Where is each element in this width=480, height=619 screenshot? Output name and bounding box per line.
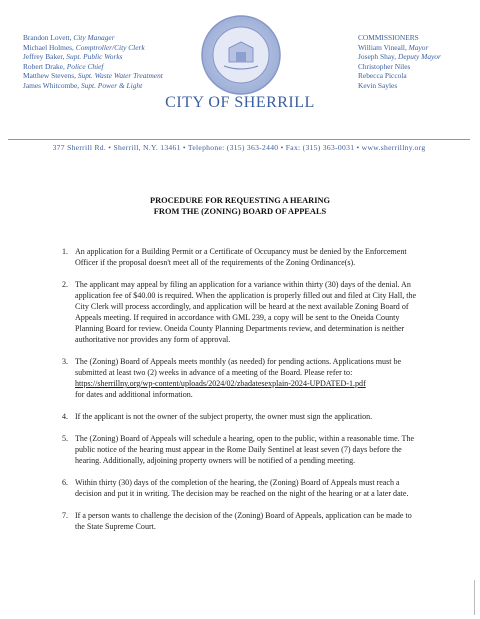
city-name: CITY OF SHERRILL <box>165 94 315 111</box>
list-item: 6. Within thirty (30) days of the completion of the hearing, the (Zoning) Board of Appeals must reach a decision and put it in writing. The decision may be reached on the night of the hearing or at a later date. <box>62 478 409 498</box>
staff-entry: Jeffrey Baker, Supt. Public Works <box>23 52 123 62</box>
commissioner-entry: William Vineall, Mayor <box>358 42 429 52</box>
list-item: 4. If the applicant is not the owner of the subject property, the owner must sign the application. <box>62 412 373 421</box>
commissioners-title: COMMISSIONERS <box>358 33 419 42</box>
list-item: 7. If a person wants to challenge the decision of the (Zoning) Board of Appeals, application can be made to the State Supreme Court. <box>62 511 412 531</box>
address-line: 377 Sherrill Rd. • Sherrill, N.Y. 13461 • Telephone: (315) 363-2440 • Fax: (315) 363-0031 • www.sherrillny.org <box>52 143 426 152</box>
staff-entry: Brandon Lovett, City Manager <box>23 33 115 42</box>
staff-entry: Robert Drake, Police Chief <box>23 61 104 71</box>
staff-entry: Michael Holmes, Comptroller/City Clerk <box>23 42 145 52</box>
staff-entry: Matthew Stevens, Supt. Waste Water Treatment <box>23 71 163 81</box>
document-title-line-2: FROM THE (ZONING) BOARD OF APPEALS <box>153 207 327 216</box>
list-item: 1. An application for a Building Permit or a Certificate of Occupancy must be denied by the Enforcement Officer if the proposal doesn't meet all of the requirements of the Zoning Ordinance(s). <box>62 247 407 267</box>
staff-entry: James Whitcombe, Supt. Power & Light <box>23 80 143 90</box>
commissioner-entry: Joseph Shay, Deputy Mayor <box>358 52 441 62</box>
document-title <box>0 195 480 217</box>
list-item: 3. The (Zoning) Board of Appeals meets monthly (as needed) for pending actions. Applications must be submitted at least two (2) weeks in advance of a meeting of the Board. Please refer to: https://sherrillny.org/wp-content/uploads/2024/02/zbadatesexplain-2024-UPDATED-1.pdf for dates and additional information. <box>62 357 402 399</box>
page-edge-mark <box>474 580 475 615</box>
city-seal-icon <box>200 14 282 96</box>
header-divider <box>8 139 470 140</box>
zba-dates-link[interactable]: https://sherrillny.org/wp-content/uploads/2024/02/zbadatesexplain-2024-UPDATED-1.pdf <box>75 379 366 388</box>
commissioner-entry: Kevin Sayles <box>358 80 398 90</box>
commissioner-entry: Christopher Niles <box>358 61 411 71</box>
procedure-list <box>62 246 422 543</box>
document-title-line-1: PROCEDURE FOR REQUESTING A HEARING <box>149 196 331 205</box>
commissioner-entry: Rebecca Piccola <box>358 71 407 81</box>
commissioners-list <box>358 33 441 91</box>
staff-list <box>23 33 163 91</box>
list-item: 5. The (Zoning) Board of Appeals will schedule a hearing, open to the public, within a reasonable time. The public notice of the hearing must appear in the Rome Daily Sentinel at least seven (7) days before the hearing. Additionally, adjoining property owners will be notified of a pending meeting. <box>62 434 415 465</box>
list-item: 2. The applicant may appeal by filing an application for a variance within thirty (30) days of the denial. An application fee of $40.00 is required. When the application is properly filled out and filed at City Hall, the City Clerk will process accordingly, and application will be heard at the next available Zoning Board of Appeals meeting. If required in accordance with GML 239, a copy will be sent to the Oneida County Planning Board for review. Oneida County Planning Departments review, and determination is neither authoritative nor provides any form of approval. <box>62 280 417 344</box>
